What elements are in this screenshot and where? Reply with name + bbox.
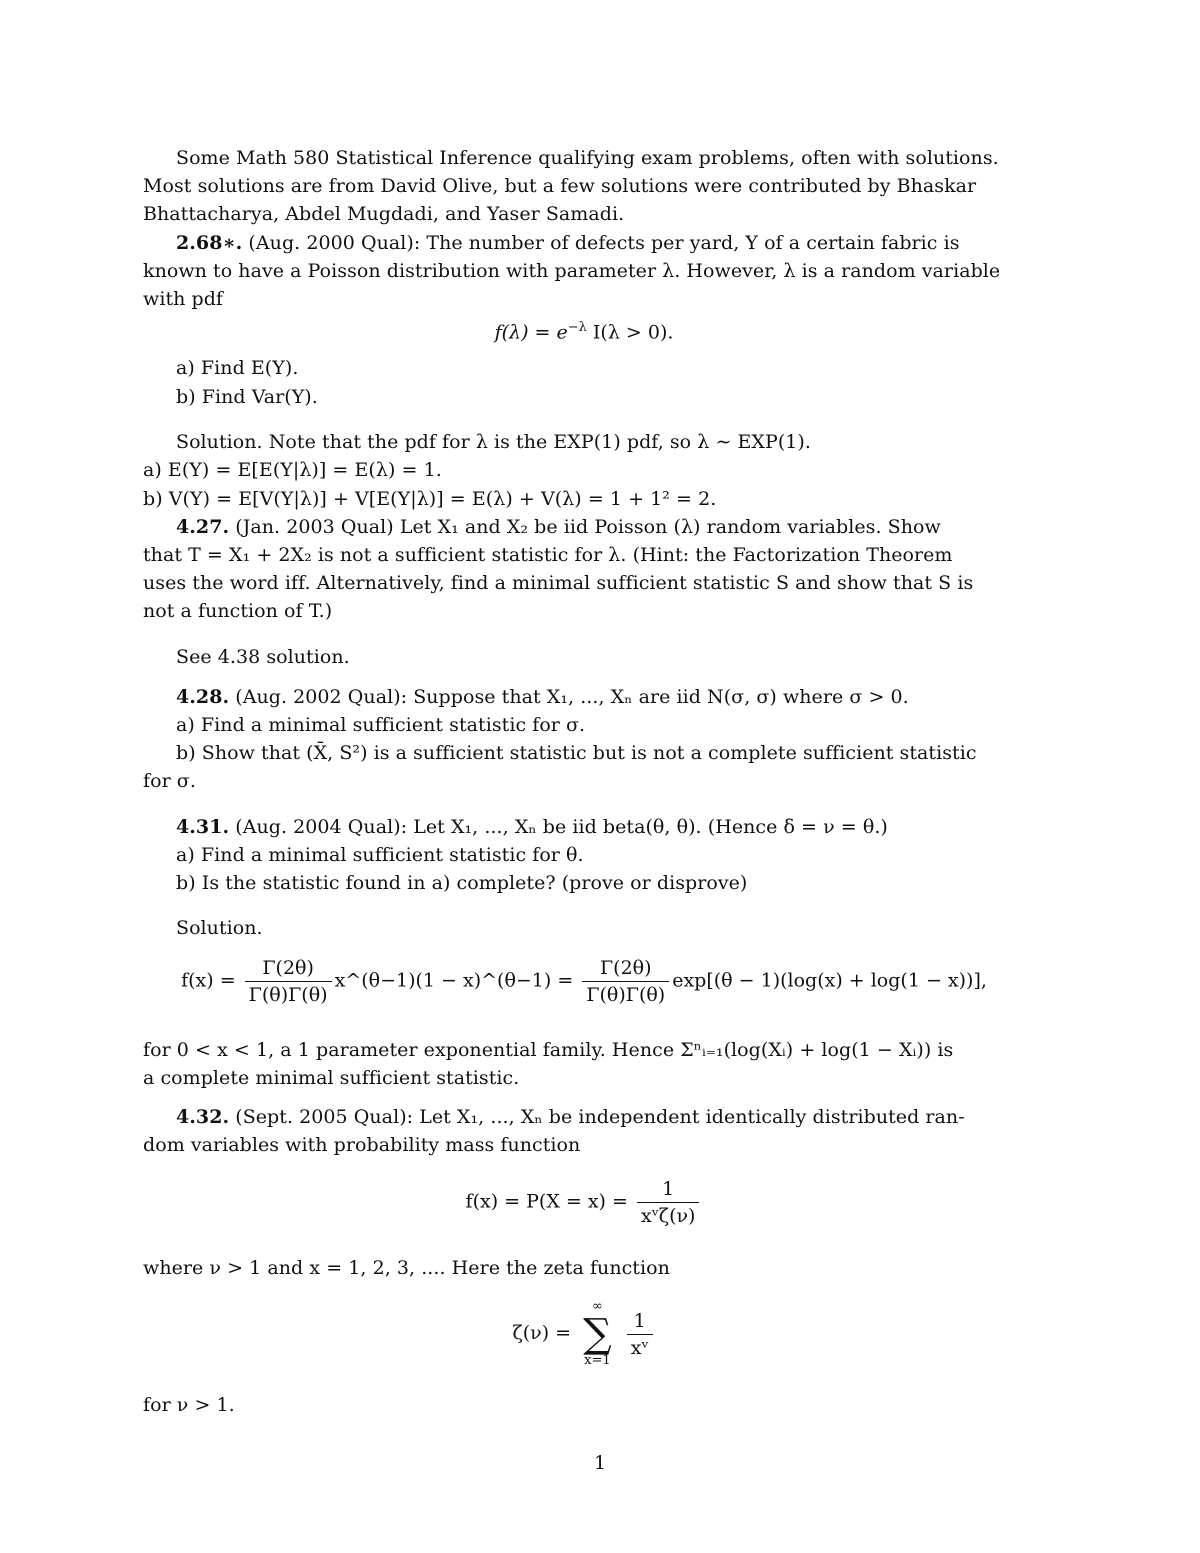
- problem-268-equation: [143, 314, 1025, 346]
- problem-432-equation-1: [143, 1176, 1025, 1229]
- problem-431-after-1: for 0 < x < 1, a 1 parameter exponential family. Hence Σⁿᵢ₌₁(log(Xᵢ) + log(1 − Xᵢ)) is: [143, 1039, 954, 1061]
- sum-upper: ∞: [592, 1299, 603, 1314]
- problem-427-line-4: not a function of T.): [143, 600, 333, 622]
- problem-268-line-1: [176, 229, 1025, 257]
- intro-line-3: Bhattacharya, Abdel Mugdadi, and Yaser Samadi.: [143, 203, 625, 225]
- eq-num-1: Γ(2θ): [245, 955, 332, 982]
- problem-432-text: (Sept. 2005 Qual): Let X₁, ..., Xₙ be independent identically distributed ran-: [229, 1106, 965, 1128]
- problem-427-see: See 4.38 solution.: [176, 646, 350, 668]
- problem-431-label: 4.31.: [176, 816, 230, 838]
- eq-rhs: exp[(θ − 1)(log(x) + log(1 − x))],: [672, 969, 987, 992]
- problem-268-line-3: with pdf: [143, 288, 224, 310]
- eq-den-1: Γ(θ)Γ(θ): [248, 984, 328, 1006]
- eq-exponent: −λ: [567, 320, 587, 335]
- eq-fraction-2: [582, 955, 669, 1008]
- problem-428-line-1: [176, 683, 1025, 711]
- problem-268-text: (Aug. 2000 Qual): The number of defects per yard, Y of a certain fabric is: [242, 232, 960, 254]
- problem-427-line-3: uses the word iff. Alternatively, find a minimal sufficient statistic S and show that S is: [143, 572, 974, 594]
- problem-431-text: (Aug. 2004 Qual): Let X₁, ..., Xₙ be iid beta(θ, θ). (Hence δ = ν = θ.): [229, 816, 888, 838]
- eq1-lhs: f(x) = P(X = x) =: [465, 1190, 628, 1213]
- problem-431-solution-label: Solution.: [176, 917, 263, 939]
- eq-lhs: f(λ) = e: [494, 321, 568, 344]
- problem-432-line-1: [176, 1103, 1025, 1131]
- eq-middle: x^(θ−1)(1 − x)^(θ−1) =: [334, 969, 574, 992]
- problem-428-part-a: a) Find a minimal sufficient statistic for σ.: [176, 714, 586, 736]
- eq2-den: xᵛ: [630, 1336, 649, 1359]
- problem-268-solution-2: a) E(Y) = E[E(Y|λ)] = E(λ) = 1.: [143, 459, 442, 481]
- problem-432-for: for ν > 1.: [143, 1394, 235, 1416]
- sum-sigma: ∑: [583, 1311, 612, 1357]
- eq-fraction-1: [245, 955, 332, 1008]
- problem-427-line-1: [176, 513, 1025, 541]
- problem-431-part-a: a) Find a minimal sufficient statistic for θ.: [176, 844, 584, 866]
- problem-428-part-b-2: for σ.: [143, 770, 196, 792]
- eq-lhs: f(x) =: [181, 969, 236, 992]
- eq1-fraction: [637, 1176, 699, 1229]
- eq2-lhs: ζ(ν) =: [512, 1322, 572, 1344]
- problem-268-solution-3: b) V(Y) = E[V(Y|λ)] + V[E(Y|λ)] = E(λ) + V(λ) = 1 + 1² = 2.: [143, 488, 717, 510]
- intro-line-1: Some Math 580 Statistical Inference qualifying exam problems, often with solutions.: [176, 147, 999, 169]
- problem-432-line-2: dom variables with probability mass function: [143, 1134, 581, 1156]
- eq-den-2: Γ(θ)Γ(θ): [586, 984, 666, 1006]
- problem-427-label: 4.27.: [176, 516, 230, 538]
- eq2-fraction: [627, 1308, 653, 1361]
- problem-268-line-2: known to have a Poisson distribution with parameter λ. However, λ is a random variable: [143, 260, 1001, 282]
- page-number: 1: [593, 1452, 607, 1474]
- problem-431-equation: [143, 955, 1025, 1008]
- problem-432-where: where ν > 1 and x = 1, 2, 3, .... Here the zeta function: [143, 1257, 670, 1279]
- problem-427-line-2: that T = X₁ + 2X₂ is not a sufficient statistic for λ. (Hint: the Factorization Theorem: [143, 544, 953, 566]
- problem-431-part-b: b) Is the statistic found in a) complete? (prove or disprove): [176, 872, 748, 894]
- problem-268-part-a: a) Find E(Y).: [176, 357, 299, 379]
- eq1-den: xᵛζ(ν): [640, 1205, 696, 1227]
- eq2-num: 1: [627, 1308, 653, 1335]
- problem-268-label: 2.68∗.: [176, 232, 243, 254]
- eq-num-2: Γ(2θ): [582, 955, 669, 982]
- problem-268-part-b: b) Find Var(Y).: [176, 386, 318, 408]
- problem-428-label: 4.28.: [176, 686, 230, 708]
- problem-427-text: (Jan. 2003 Qual) Let X₁ and X₂ be iid Poisson (λ) random variables. Show: [229, 516, 941, 538]
- problem-431-after-2: a complete minimal sufficient statistic.: [143, 1067, 520, 1089]
- sum-lower: x=1: [584, 1353, 611, 1368]
- problem-428-text: (Aug. 2002 Qual): Suppose that X₁, ..., Xₙ are iid N(σ, σ) where σ > 0.: [229, 686, 909, 708]
- eq-rest: I(λ > 0).: [592, 321, 674, 344]
- problem-268-solution-1: Solution. Note that the pdf for λ is the EXP(1) pdf, so λ ∼ EXP(1).: [176, 431, 811, 453]
- problem-432-label: 4.32.: [176, 1106, 230, 1128]
- intro-line-2: Most solutions are from David Olive, but a few solutions were contributed by Bhaskar: [143, 175, 977, 197]
- problem-432-equation-2: [143, 1300, 1025, 1368]
- problem-431-line-1: [176, 813, 1025, 841]
- summation-symbol: [583, 1300, 612, 1368]
- eq1-num: 1: [637, 1176, 699, 1203]
- problem-428-part-b: b) Show that (X̄, S²) is a sufficient statistic but is not a complete sufficient statistic: [176, 742, 977, 764]
